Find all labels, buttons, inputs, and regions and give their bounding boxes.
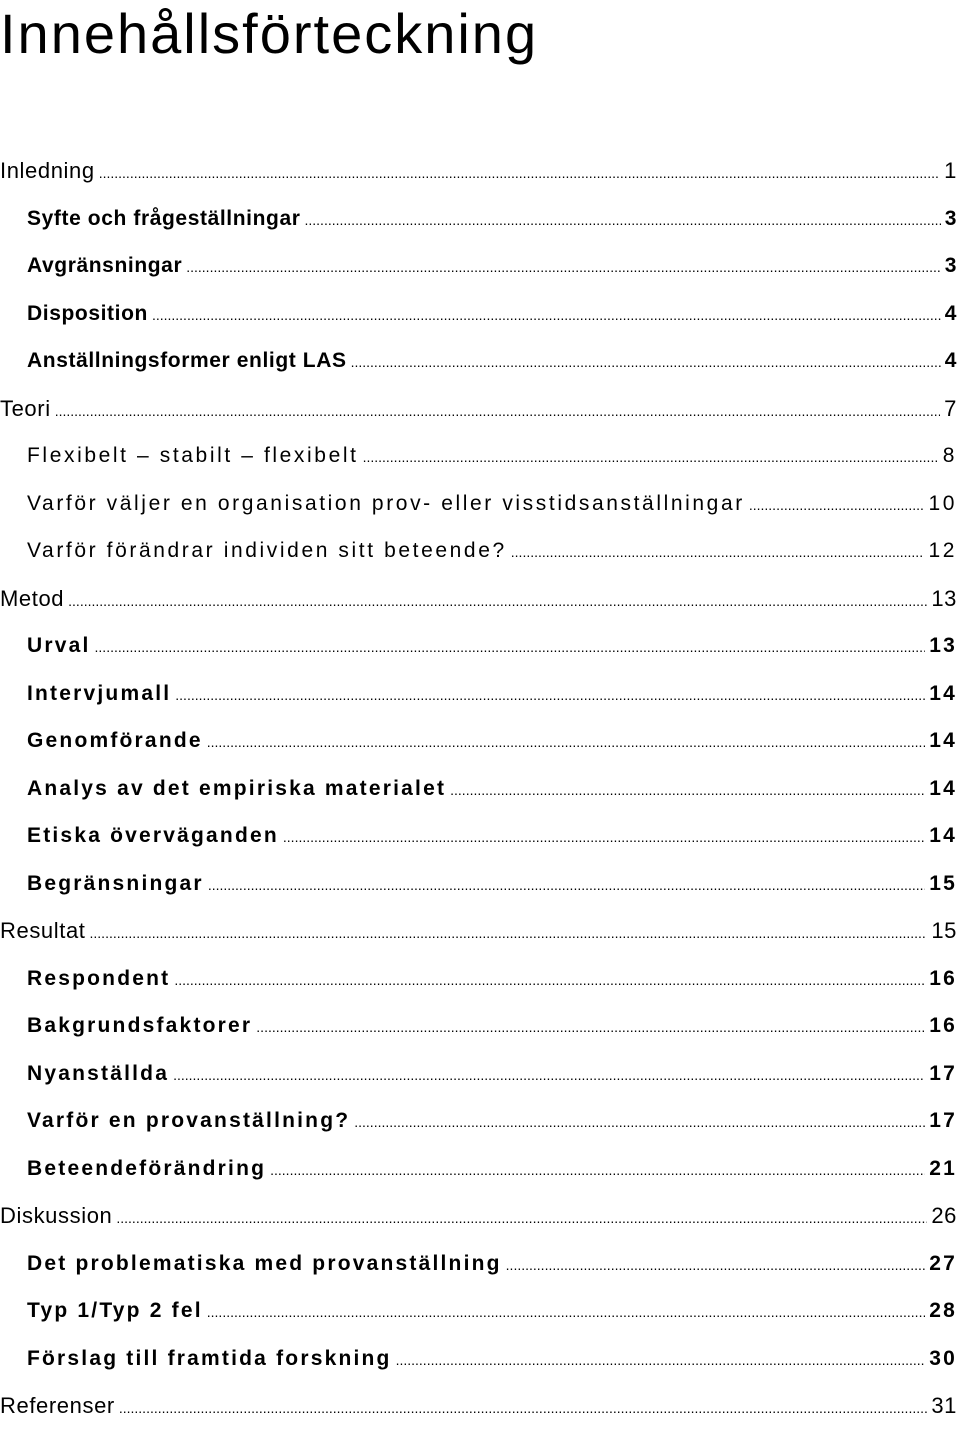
toc-page-number: 1 [944, 158, 957, 183]
toc-page-number: 14 [929, 681, 957, 705]
toc-chapter-entry[interactable] [0, 147, 957, 195]
toc-dot-leader [116, 1195, 927, 1240]
toc-dot-leader [152, 292, 941, 338]
toc-section-entry[interactable] [0, 480, 957, 528]
toc-section-entry[interactable] [0, 955, 957, 1003]
toc-dot-leader [99, 150, 940, 195]
toc-dot-leader [283, 814, 925, 860]
toc-entry-label: Bakgrundsfaktorer [27, 1014, 253, 1037]
toc-page-number: 27 [929, 1251, 957, 1275]
toc-dot-leader [207, 719, 925, 765]
toc-page-number: 21 [929, 1156, 957, 1180]
toc-entry-label: Respondent [27, 966, 171, 990]
toc-dot-leader [363, 434, 939, 480]
toc-page-number: 8 [942, 444, 957, 467]
toc-page-number: 14 [929, 776, 957, 800]
toc-entry-label: Diskussion [0, 1203, 113, 1228]
toc-page-number: 13 [931, 585, 957, 611]
toc-dot-leader [305, 197, 941, 243]
toc-section-entry[interactable] [0, 765, 957, 813]
toc-page-number: 3 [944, 254, 957, 277]
toc-section-entry[interactable] [0, 717, 957, 765]
toc-entry-label: Syfte och frågeställningar [27, 206, 301, 230]
page-title: Innehållsförteckning [0, 2, 539, 65]
toc-entry-label: Begränsningar [27, 871, 204, 895]
toc-page-number: 10 [928, 491, 957, 515]
toc-entry-label: Varför förändrar individen sitt beteende? [27, 539, 507, 562]
toc-entry-label: Disposition [27, 301, 148, 325]
toc-dot-leader [186, 244, 940, 290]
toc-chapter-entry[interactable] [0, 575, 957, 623]
toc-page-number: 7 [944, 395, 957, 421]
toc-page-number: 14 [929, 729, 957, 752]
toc-section-entry[interactable] [0, 527, 957, 575]
toc-chapter-entry[interactable] [0, 907, 957, 955]
toc-entry-label: Förslag till framtida forskning [27, 1346, 392, 1370]
table-of-contents [0, 147, 957, 1430]
toc-entry-label: Etiska överväganden [27, 824, 279, 847]
toc-dot-leader [351, 339, 941, 385]
toc-page-number: 17 [929, 1061, 957, 1085]
toc-entry-label: Metod [0, 585, 65, 611]
toc-section-entry[interactable] [0, 195, 957, 243]
toc-page-number: 16 [929, 966, 957, 990]
toc-dot-leader [450, 767, 925, 813]
toc-page-number: 4 [944, 349, 957, 372]
toc-dot-leader [174, 957, 925, 1003]
toc-entry-label: Avgränsningar [27, 254, 183, 277]
toc-dot-leader [256, 1004, 925, 1050]
toc-page-number: 30 [929, 1346, 957, 1370]
toc-dot-leader [396, 1337, 926, 1383]
toc-section-entry[interactable] [0, 1287, 957, 1335]
toc-section-entry[interactable] [0, 622, 957, 670]
toc-page-number: 4 [944, 301, 957, 325]
toc-entry-label: Flexibelt – stabilt – flexibelt [27, 444, 359, 467]
toc-section-entry[interactable] [0, 1097, 957, 1145]
toc-dot-leader [354, 1099, 925, 1145]
toc-section-entry[interactable] [0, 812, 957, 860]
toc-chapter-entry[interactable] [0, 1192, 957, 1240]
toc-page-number: 13 [929, 634, 957, 657]
toc-section-entry[interactable] [0, 860, 957, 908]
toc-dot-leader [511, 529, 925, 575]
toc-dot-leader [68, 578, 927, 623]
toc-entry-label: Teori [0, 395, 51, 421]
toc-section-entry[interactable] [0, 1050, 957, 1098]
toc-section-entry[interactable] [0, 1335, 957, 1383]
toc-page-number: 15 [929, 871, 957, 895]
toc-dot-leader [749, 482, 925, 528]
toc-section-entry[interactable] [0, 1240, 957, 1288]
toc-section-entry[interactable] [0, 1145, 957, 1193]
toc-dot-leader [506, 1242, 926, 1288]
toc-entry-label: Analys av det empiriska materialet [27, 776, 447, 800]
toc-entry-label: Varför en provanställning? [27, 1109, 351, 1132]
toc-dot-leader [55, 388, 940, 433]
toc-section-entry[interactable] [0, 290, 957, 338]
toc-page-number: 15 [931, 918, 957, 943]
toc-page-number: 16 [929, 1014, 957, 1037]
toc-page-number: 17 [929, 1109, 957, 1132]
toc-entry-label: Genomförande [27, 729, 203, 752]
toc-dot-leader [90, 910, 928, 955]
toc-page-number: 31 [931, 1393, 957, 1418]
toc-entry-label: Resultat [0, 918, 86, 943]
toc-entry-label: Anställningsformer enligt LAS [27, 349, 347, 372]
toc-chapter-entry[interactable] [0, 385, 957, 433]
toc-page-number: 3 [944, 206, 957, 230]
toc-section-entry[interactable] [0, 337, 957, 385]
toc-section-entry[interactable] [0, 432, 957, 480]
toc-section-entry[interactable] [0, 242, 957, 290]
toc-dot-leader [270, 1147, 925, 1193]
toc-page-number: 14 [929, 824, 957, 847]
toc-entry-label: Varför väljer en organisation prov- eller visstidsanställningar [27, 491, 745, 515]
toc-page-number: 26 [931, 1203, 957, 1228]
toc-dot-leader [95, 624, 926, 670]
toc-page-number: 12 [928, 539, 957, 562]
toc-dot-leader [175, 672, 925, 718]
toc-entry-label: Typ 1/Typ 2 fel [27, 1299, 203, 1322]
toc-section-entry[interactable] [0, 1002, 957, 1050]
toc-dot-leader [119, 1385, 927, 1430]
toc-page-number: 28 [929, 1299, 957, 1322]
toc-entry-label: Beteendeförändring [27, 1156, 267, 1180]
toc-entry-label: Intervjumall [27, 681, 172, 705]
toc-entry-label: Nyanställda [27, 1061, 170, 1085]
toc-chapter-entry[interactable] [0, 1382, 957, 1430]
toc-entry-label: Urval [27, 634, 91, 657]
toc-entry-label: Inledning [0, 158, 95, 183]
toc-entry-label: Referenser [0, 1393, 115, 1418]
toc-dot-leader [207, 1289, 925, 1335]
toc-dot-leader [208, 862, 925, 908]
toc-section-entry[interactable] [0, 670, 957, 718]
toc-dot-leader [173, 1052, 925, 1098]
toc-entry-label: Det problematiska med provanställning [27, 1251, 502, 1275]
